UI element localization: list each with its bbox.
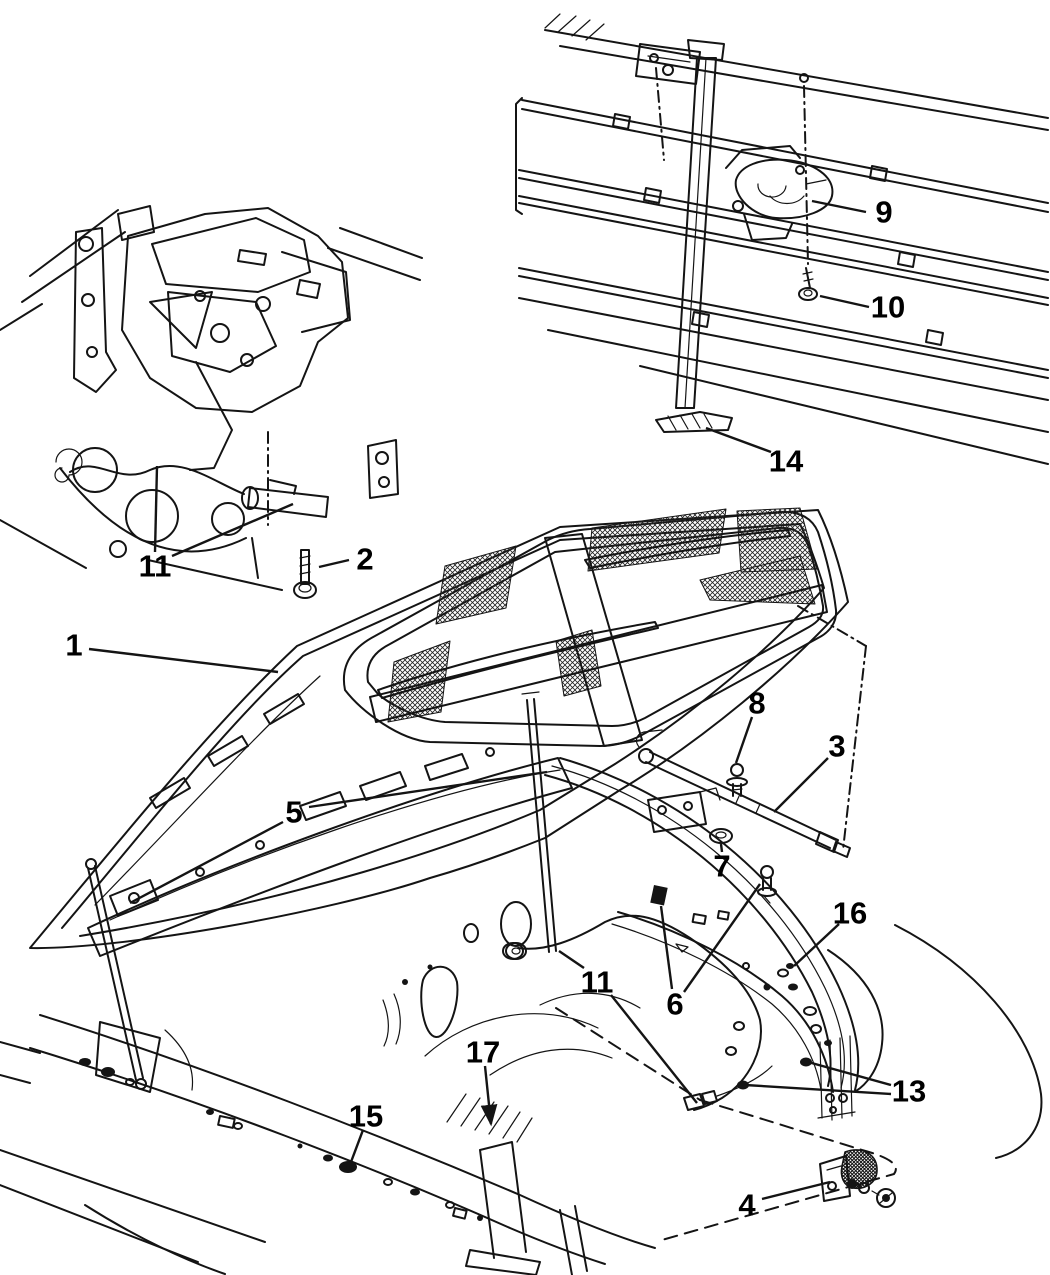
leader-line-3-0 — [774, 758, 828, 812]
frame-rail — [0, 304, 42, 330]
grille-bar — [519, 276, 1048, 378]
callout-label-7: 7 — [713, 848, 731, 884]
leader-line-11-0 — [155, 466, 157, 552]
callout-8-7 — [736, 686, 766, 764]
grille-bar — [519, 170, 1048, 272]
bar-clip — [870, 166, 887, 181]
prop-rod-part-3 — [637, 730, 850, 857]
callout-3-8 — [774, 729, 846, 813]
callout-label-13: 13 — [891, 1073, 927, 1109]
callout-label-5: 5 — [285, 794, 303, 830]
firewall-mass — [122, 208, 348, 412]
release-cable-part-11 — [503, 916, 772, 1110]
callout-4-16 — [738, 1182, 830, 1223]
body-mount — [368, 440, 398, 498]
alignment-line — [656, 68, 664, 160]
leader-line-5-1 — [130, 822, 283, 903]
hood-slot — [208, 736, 248, 766]
bay-opening — [421, 967, 457, 1037]
leader-line-8-0 — [736, 717, 752, 763]
bay-hole — [501, 902, 531, 946]
hood-rear-edge — [545, 30, 1048, 118]
hood-hinge-part-4 — [820, 1150, 895, 1207]
hole — [256, 297, 270, 311]
bumper-line — [85, 1205, 225, 1274]
leader-line-1-0 — [89, 649, 278, 672]
alignment-line — [843, 646, 866, 850]
panel-hole — [663, 65, 673, 75]
alignment-line — [804, 86, 808, 264]
callout-label-15: 15 — [348, 1098, 384, 1134]
bracket-hole — [79, 237, 93, 251]
callout-label-11: 11 — [138, 548, 172, 584]
lower-line — [252, 538, 258, 578]
cable-spiral — [55, 449, 82, 482]
leader-line-4-0 — [762, 1182, 830, 1199]
callout-2-1 — [319, 542, 374, 577]
support-foot-part-14 — [656, 412, 732, 432]
inner-corner-bracket — [96, 1022, 160, 1092]
bar-clip — [898, 252, 915, 267]
leader-line-6-0 — [661, 906, 672, 989]
callout-label-3: 3 — [828, 728, 846, 764]
small-clip — [238, 250, 266, 265]
leader-line-10-0 — [820, 296, 869, 307]
callout-label-1: 1 — [65, 627, 83, 663]
hood-crease — [95, 676, 320, 905]
bracket-arm — [282, 252, 350, 332]
corner-post — [466, 1142, 587, 1275]
callout-label-9: 9 — [875, 194, 893, 230]
leader-line-14-0 — [706, 428, 771, 452]
screw-head — [650, 54, 658, 62]
callout-1-5 — [65, 628, 278, 673]
callout-10-3 — [820, 290, 905, 325]
callout-label-2: 2 — [356, 541, 374, 577]
leader-line-13-1 — [745, 1085, 891, 1094]
inner-lower-rail — [612, 885, 833, 1092]
callout-11-0 — [139, 466, 293, 584]
wheel-scribble — [490, 1049, 612, 1075]
bay-dot — [428, 965, 433, 970]
ball-stud-part-8 — [727, 764, 747, 796]
callout-16-10 — [794, 896, 867, 967]
callout-label-16: 16 — [832, 895, 868, 931]
leader-line-11-1 — [611, 995, 697, 1103]
leader-line-2-0 — [319, 560, 349, 567]
callout-11-11 — [559, 951, 697, 1103]
wheel-arch — [60, 468, 246, 551]
latch-pillar-zone — [737, 1036, 855, 1120]
frame-rail — [340, 228, 422, 258]
grille-lower-edge — [640, 366, 1048, 464]
callout-label-17: 17 — [465, 1034, 501, 1070]
alignment-line — [798, 606, 866, 646]
leader-line-11-1 — [172, 504, 293, 556]
view-hood-open-front — [0, 508, 1041, 1275]
callout-14-4 — [706, 428, 804, 479]
callout-label-10: 10 — [870, 289, 906, 325]
screw-part-2 — [294, 550, 316, 598]
callout-7-9 — [713, 844, 730, 884]
hood-slot — [264, 694, 304, 724]
center-support-line — [685, 58, 706, 408]
grille-bar — [519, 178, 1048, 280]
grommet-part-15 — [339, 1161, 357, 1173]
bracket-hole — [82, 294, 94, 306]
grille-lower-edge — [548, 330, 1048, 432]
callout-6-12 — [661, 884, 760, 1022]
hood-latch-part-9 — [726, 146, 832, 240]
callout-9-2 — [812, 195, 893, 230]
view-grille-latch — [516, 14, 1048, 464]
mount-hole — [376, 452, 388, 464]
bumper-hole-part-6 — [650, 885, 667, 906]
hole — [126, 490, 178, 542]
bay-hole — [464, 924, 478, 942]
release-handle — [248, 488, 328, 517]
lower-arm — [190, 362, 232, 470]
hole — [212, 503, 244, 535]
callout-label-11: 11 — [580, 964, 614, 1000]
hole — [110, 541, 126, 557]
leader-line-15-0 — [351, 1130, 363, 1162]
inner-plate — [152, 218, 310, 292]
grille-lower-edge — [519, 298, 1048, 400]
bay-dot — [402, 979, 408, 985]
callout-label-4: 4 — [738, 1187, 756, 1223]
fender-outer-curve — [895, 925, 1041, 1158]
bracket-hole — [87, 347, 97, 357]
duct — [168, 292, 276, 372]
inner-corner-arc — [165, 1030, 193, 1090]
lower-line — [0, 520, 86, 568]
mount-hole — [379, 477, 389, 487]
wheel-scribble — [383, 994, 400, 1046]
hole — [211, 324, 229, 342]
callout-label-6: 6 — [666, 986, 684, 1022]
scoop-mesh-patch — [436, 546, 516, 624]
bumper-line — [0, 1150, 265, 1242]
callout-13-15 — [745, 1062, 926, 1109]
fender-silhouette-dashed — [556, 1008, 700, 1100]
leader-line-6-1 — [684, 884, 760, 992]
callout-15-14 — [349, 1099, 383, 1163]
callout-label-8: 8 — [748, 685, 766, 721]
top-plate — [118, 206, 154, 240]
callout-label-14: 14 — [768, 443, 804, 479]
bar-clip — [926, 330, 943, 345]
small-clip — [297, 280, 320, 298]
callout-layer — [65, 195, 926, 1223]
latch-bolt-part-10 — [799, 268, 817, 300]
